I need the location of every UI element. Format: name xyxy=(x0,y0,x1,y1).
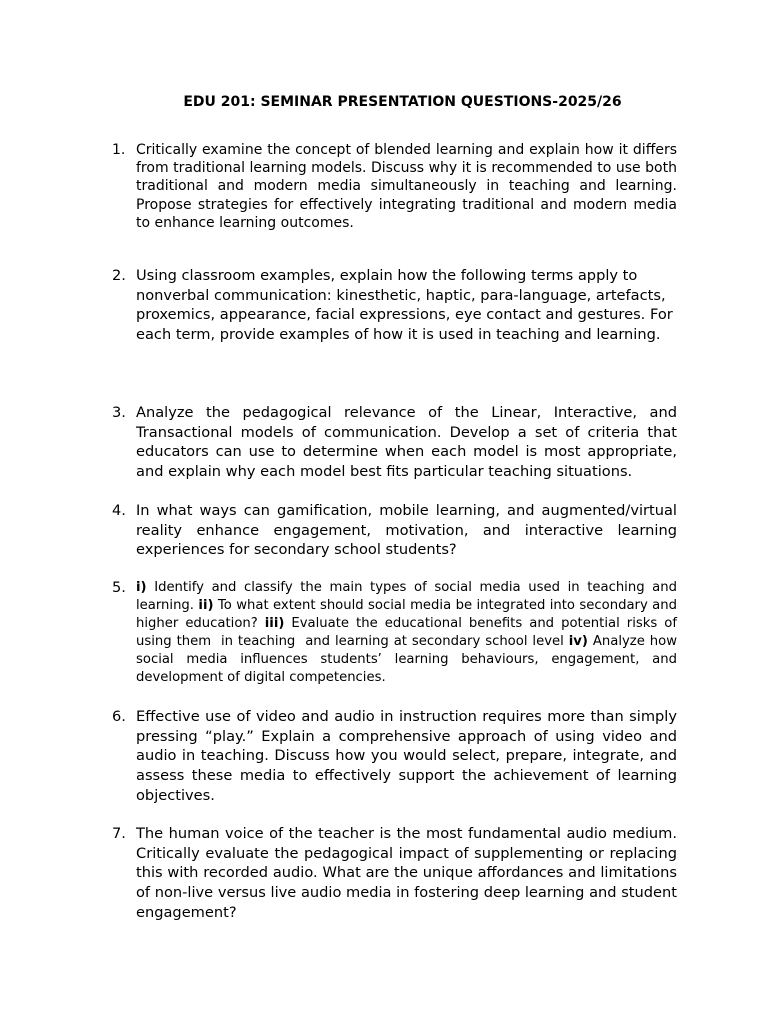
question-4 xyxy=(112,501,677,560)
question-text: Critically examine the concept of blended learning and explain how it differs from traditional learning models. Discuss why it is recommended to use both traditional and modern media simultaneously in teaching and learning. Propose strategies for effectively integrating traditional and modern media to enhance learning outcomes. xyxy=(136,142,677,231)
part-text: Analyze how social media influences students’ learning behaviours, engagement, and development of digital competencies. xyxy=(136,634,677,685)
question-text: Using classroom examples, explain how the following terms apply to nonverbal communication: kinesthetic, haptic, para-language, artefacts, proxemics, appearance, facial expressions, eye contact and gestures. For each term, provide examples of how it is used in teaching and learning. xyxy=(136,267,673,344)
question-3 xyxy=(112,403,677,482)
question-number: 1. xyxy=(112,142,126,158)
part-text: Evaluate the educational benefits and potential risks of using them in teaching and learning at secondary school level xyxy=(136,616,682,649)
question-1 xyxy=(112,141,677,232)
question-6 xyxy=(112,707,677,806)
part-label: ii) xyxy=(198,598,214,613)
part-text: Identify and classify the main types of social media used in teaching and learning. xyxy=(136,580,677,613)
question-number: 4. xyxy=(112,502,126,519)
document-title: EDU 201: SEMINAR PRESENTATION QUESTIONS-2025/26 xyxy=(183,94,622,110)
question-text xyxy=(136,579,682,687)
question-number: 6. xyxy=(112,708,126,725)
question-2 xyxy=(112,266,677,345)
question-number: 5. xyxy=(112,579,126,596)
question-text: Effective use of video and audio in instruction requires more than simply pressing “play.” Explain a comprehensive approach of using video and audio in teaching. Discuss how you would select, prepare, integrate, and assess these media to effectively support the achievement of learning objectives. xyxy=(136,708,677,804)
question-text: The human voice of the teacher is the most fundamental audio medium. Critically evaluate the pedagogical impact of supplementing or replacing this with recorded audio. What are the unique affordances and limitations of non-live versus live audio media in fostering deep learning and student engagement? xyxy=(136,825,677,921)
part-label: iii) xyxy=(264,616,285,631)
part-label: iv) xyxy=(568,634,588,649)
question-number: 3. xyxy=(112,404,126,421)
part-text: To what extent should social media be integrated into secondary and higher education? xyxy=(136,598,677,631)
part-label: i) xyxy=(136,580,147,595)
question-text: Analyze the pedagogical relevance of the Linear, Interactive, and Transactional models of communication. Develop a set of criteria that educators can use to determine when each model is most appropriate, and explain why each model best fits particular teaching situations. xyxy=(136,404,677,481)
question-number: 7. xyxy=(112,825,126,842)
question-text: In what ways can gamification, mobile learning, and augmented/virtual reality enhance engagement, motivation, and interactive learning experiences for secondary school students? xyxy=(136,502,677,559)
question-5 xyxy=(112,579,682,687)
question-number: 2. xyxy=(112,267,126,284)
question-7 xyxy=(112,824,677,923)
